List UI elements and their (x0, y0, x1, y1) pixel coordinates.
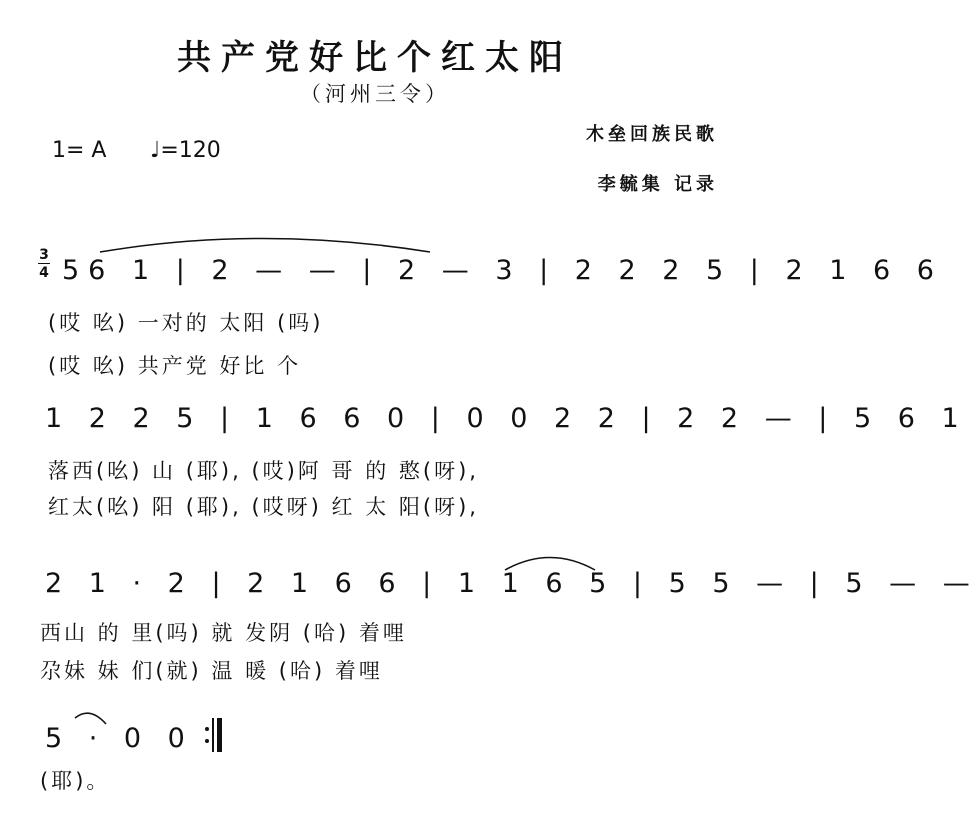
notation-line-3: 2 1 · 2 | 2 1 6 6 | 1 1 6 5 | 5 5 — | 5 — — (45, 568, 979, 599)
notation-line-1: 56 1 | 2 — — | 2 — 3 | 2 2 2 5 | 2 1 6 6 (62, 255, 943, 286)
lyric-line-1b: (哎 吆) 共产党 好比 个 (48, 354, 302, 378)
time-signature-top: 3 (39, 247, 49, 263)
notation-line-2: 1 2 2 5 | 1 6 6 0 | 0 0 2 2 | 2 2 — | 5 6 1 (45, 403, 968, 434)
page-title: 共产党好比个红太阳 (177, 38, 573, 78)
lyric-line-2b: 红太(吆) 阳 (耶), (哎呀) 红 太 阳(呀), (48, 495, 479, 519)
final-barline-thick (217, 718, 222, 752)
page-subtitle: （河州三令） (300, 82, 450, 106)
lyric-line-3a: 西山 的 里(吗) 就 发阴 (哈) 着哩 (40, 621, 407, 645)
slur-1 (100, 239, 430, 253)
lyric-line-2a: 落西(吆) 山 (耶), (哎)阿 哥 的 憨(呀), (48, 459, 479, 483)
key-signature: 1= A (52, 138, 107, 163)
lyric-line-1a: (哎 吆) 一对的 太阳 (吗) (48, 311, 324, 335)
slur-4 (75, 713, 106, 724)
repeat-dot-top (205, 727, 209, 731)
slur-3 (505, 558, 595, 571)
lyric-line-3b: 尕妹 妹 们(就) 温 暖 (哈) 着哩 (40, 659, 383, 683)
collector-credit: 李毓集 记录 (597, 174, 718, 195)
lyric-line-4: (耶)。 (40, 769, 111, 793)
repeat-dot-bottom (205, 739, 209, 743)
song-source: 木垒回族民歌 (586, 124, 718, 145)
tempo-marking: ♩=120 (150, 138, 221, 163)
time-signature-bottom: 4 (39, 265, 49, 281)
notation-line-4: 5 · 0 0 (45, 723, 194, 754)
final-barline-thin (212, 718, 214, 752)
